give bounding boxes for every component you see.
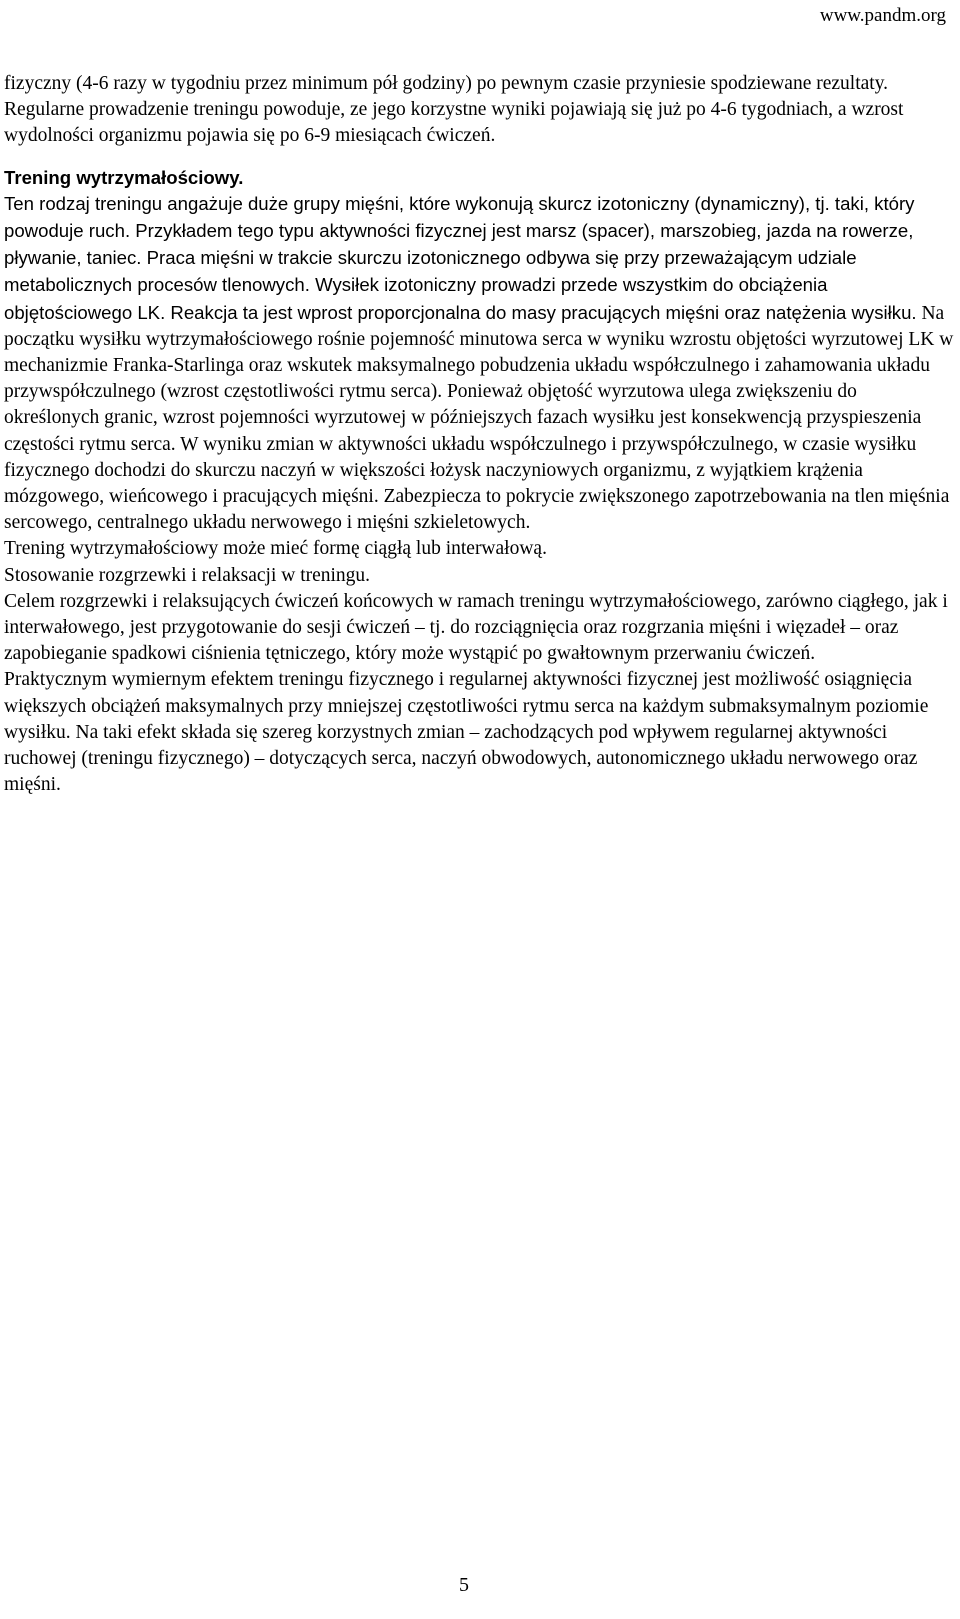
paragraph-warmup-heading: Stosowanie rozgrzewki i relaksacji w treningu. <box>4 564 371 586</box>
paragraph-warmup-purpose: Celem rozgrzewki i relaksujących ćwiczeń końcowych w ramach treningu wytrzymałościowego, zarówno ciągłego, jak i interwałowego, jest przygotowanie do sesji ćwiczeń – tj. do rozciągnięcia oraz rozgrzania mięśni i więzadeł – oraz zapobieganie spadkowi ciśnienia tętniczego, który może wystąpić po gwałtownym przerwaniu ćwiczeń. <box>4 590 948 665</box>
paragraph-endurance-description <box>4 191 954 537</box>
document-body <box>4 71 954 798</box>
page-number: 5 <box>459 1574 469 1596</box>
paragraph-regular-training: Regularne prowadzenie treningu powoduje, ze jego korzystne wyniki pojawiają się już po 4-6 tygodniach, a wzrost wydolności organizmu pojawia się po 6-9 miesiącach ćwiczeń. <box>4 99 904 147</box>
paragraph-endurance-serif-part: Na początku wysiłku wytrzymałościowego rośnie pojemność minutowa serca w wyniku wzrostu objętości wyrzutowej LK w mechanizmie Franka-Starlinga oraz wskutek maksymalnego pobudzenia układu współczulnego i zahamowania układu przywspółczulnego (wzrost częstotliwości rytmu serca). Ponieważ objętość wyrzutowa ulega zwiększeniu do określonych granic, wzrost pojemności wyrzutowej w późniejszych fazach wysiłku jest konsekwencją przyspieszenia częstości rytmu serca. W wyniku zmian w aktywności układu współczulnego i przywspółczulnego, w czasie wysiłku fizycznego dochodzi do skurczu naczyń w większości łożysk naczyniowych organizmu, z wyjątkiem krążenia mózgowego, wieńcowego i pracujących mięśni. Zabezpiecza to pokrycie zwiększonego zapotrzebowania na tlen mięśnia sercowego, centralnego układu nerwowego i mięśni szkieletowych. <box>4 302 954 534</box>
header-url: www.pandm.org <box>819 5 946 26</box>
paragraph-training-forms: Trening wytrzymałościowy może mieć formę ciągłą lub interwałową. <box>4 538 547 560</box>
paragraph-practical-effect: Praktycznym wymiernym efektem treningu fizycznego i regularnej aktywności fizycznej jest możliwość osiągnięcia większych obciążeń maksymalnych przy mniejszej częstotliwości rytmu serca na każdym submaksymalnym poziomie wysiłku. Na taki efekt składa się szereg korzystnych zmian – zachodzących pod wpływem regularnej aktywności ruchowej (treningu fizycznego) – dotyczących serca, naczyń obwodowych, autonomicznego układu nerwowego oraz mięśni. <box>4 669 929 796</box>
section-heading-endurance-training: Trening wytrzymałościowy. <box>4 166 244 188</box>
paragraph-endurance-sans-part: Ten rodzaj treningu angażuje duże grupy mięśni, które wykonują skurcz izotoniczny (dynamiczny), tj. taki, który powoduje ruch. Przykładem tego typu aktywności fizycznej jest marsz (spacer), marszobieg, jazda na rowerze, pływanie, taniec. Praca mięśni w trakcie skurczu izotonicznego odbywa się przy przeważającym udziale metabolicznych procesów tlenowych. Wysiłek izotoniczny prowadzi przede wszystkim do obciążenia objętościowego LK. Reakcja ta jest wprost proporcjonalna do masy pracujących mięśni oraz natężenia wysiłku. <box>4 192 917 323</box>
paragraph-intro: fizyczny (4-6 razy w tygodniu przez minimum pół godziny) po pewnym czasie przyniesie spodziewane rezultaty. <box>4 73 889 94</box>
